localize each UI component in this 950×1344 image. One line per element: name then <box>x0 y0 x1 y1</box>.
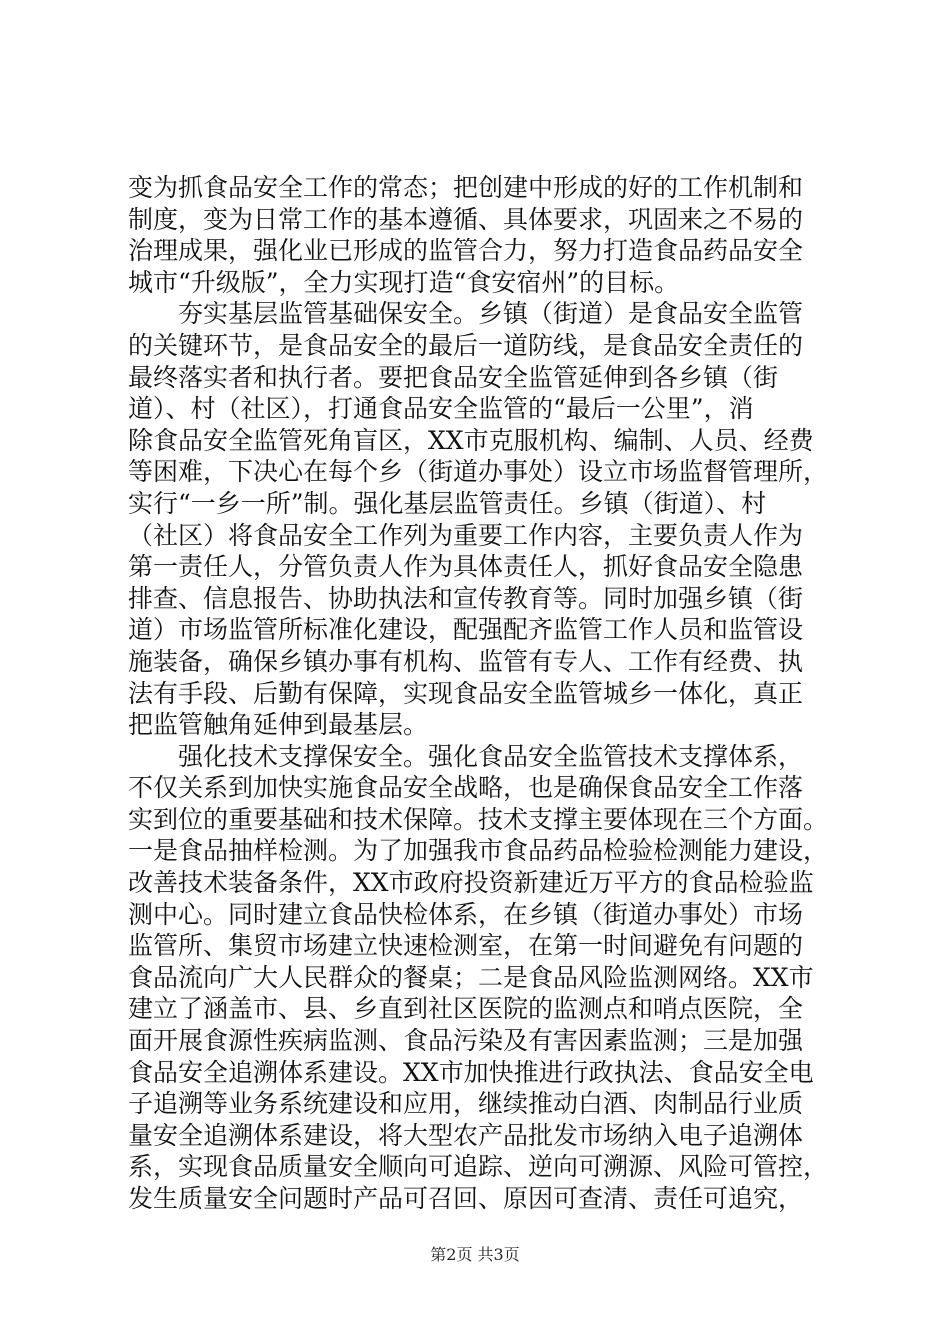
text-line: 法有手段、后勤有保障，实现食品安全监管城乡一体化，真正 <box>128 678 804 708</box>
text-line: 等困难，下决心在每个乡（街道办事处）设立市场监督管理所， <box>128 457 829 487</box>
text-line: 制度，变为日常工作的基本遵循、具体要求，巩固来之不易的 <box>128 204 804 234</box>
text-line: 系，实现食品质量安全顺向可追踪、逆向可溯源、风险可管控， <box>128 1152 829 1182</box>
text-line: 治理成果，强化业已形成的监管合力，努力打造食品药品安全 <box>128 236 804 266</box>
text-line: （社区）将食品安全工作列为重要工作内容，主要负责人作为 <box>128 520 804 550</box>
text-line: 的关键环节，是食品安全的最后一道防线，是食品安全责任的 <box>128 330 804 360</box>
text-line: 不仅关系到加快实施食品安全战略，也是确保食品安全工作落 <box>128 773 804 803</box>
text-line: 最终落实者和执行者。要把食品安全监管延伸到各乡镇（街 <box>128 362 779 392</box>
text-line: 量安全追溯体系建设，将大型农产品批发市场纳入电子追溯体 <box>128 1120 804 1150</box>
page-footer <box>0 1244 950 1266</box>
text-line: 第一责任人，分管负责人作为具体责任人，抓好食品安全隐患 <box>128 552 804 582</box>
text-line: 测中心。同时建立食品快检体系，在乡镇（街道办事处）市场 <box>128 899 804 929</box>
text-line: 发生质量安全问题时产品可召回、原因可查清、责任可追究， <box>128 1184 804 1213</box>
text-line: 夯实基层监管基础保安全。乡镇（街道）是食品安全监管 <box>128 299 804 329</box>
text-line: 食品流向广大人民群众的餐桌；二是食品风险监测网络。XX市 <box>128 962 814 992</box>
text-line: 子追溯等业务系统建设和应用，继续推动白酒、肉制品行业质 <box>128 1089 804 1119</box>
text-line: 道）、村（社区），打通食品安全监管的“最后一公里”，消 <box>128 394 754 424</box>
text-line: 实行“一乡一所”制。强化基层监管责任。乡镇（街道）、村 <box>128 488 767 518</box>
text-line: 把监管触角延伸到最基层。 <box>128 710 429 740</box>
text-line: 排查、信息报告、协助执法和宣传教育等。同时加强乡镇（街 <box>128 583 804 613</box>
text-line: 道）市场监管所标准化建设，配强配齐监管工作人员和监管设 <box>128 615 804 645</box>
text-line: 实到位的重要基础和技术保障。技术支撑主要体现在三个方面。 <box>128 804 829 834</box>
text-line: 变为抓食品安全工作的常态；把创建中形成的好的工作机制和 <box>128 173 804 202</box>
text-line: 食品安全追溯体系建设。XX市加快推进行政执法、食品安全电 <box>128 1057 814 1087</box>
text-line: 城市“升级版”，全力实现打造“食安宿州”的目标。 <box>128 267 680 297</box>
text-line: 改善技术装备条件，XX市政府投资新建近万平方的食品检验监 <box>128 868 814 898</box>
text-line: 建立了涵盖市、县、乡直到社区医院的监测点和哨点医院，全 <box>128 994 804 1024</box>
text-line: 除食品安全监管死角盲区，XX市克服机构、编制、人员、经费 <box>128 425 814 455</box>
text-line: 面开展食源性疾病监测、食品污染及有害因素监测；三是加强 <box>128 1026 804 1056</box>
page-number-label: 第2页 共3页 <box>430 1245 520 1264</box>
body-text <box>128 172 838 1215</box>
text-line: 一是食品抽样检测。为了加强我市食品药品检验检测能力建设， <box>128 836 829 866</box>
text-line: 强化技术支撑保安全。强化食品安全监管技术支撑体系， <box>128 741 804 771</box>
text-line: 监管所、集贸市场建立快速检测室，在第一时间避免有问题的 <box>128 931 804 961</box>
text-line: 施装备，确保乡镇办事有机构、监管有专人、工作有经费、执 <box>128 646 804 676</box>
